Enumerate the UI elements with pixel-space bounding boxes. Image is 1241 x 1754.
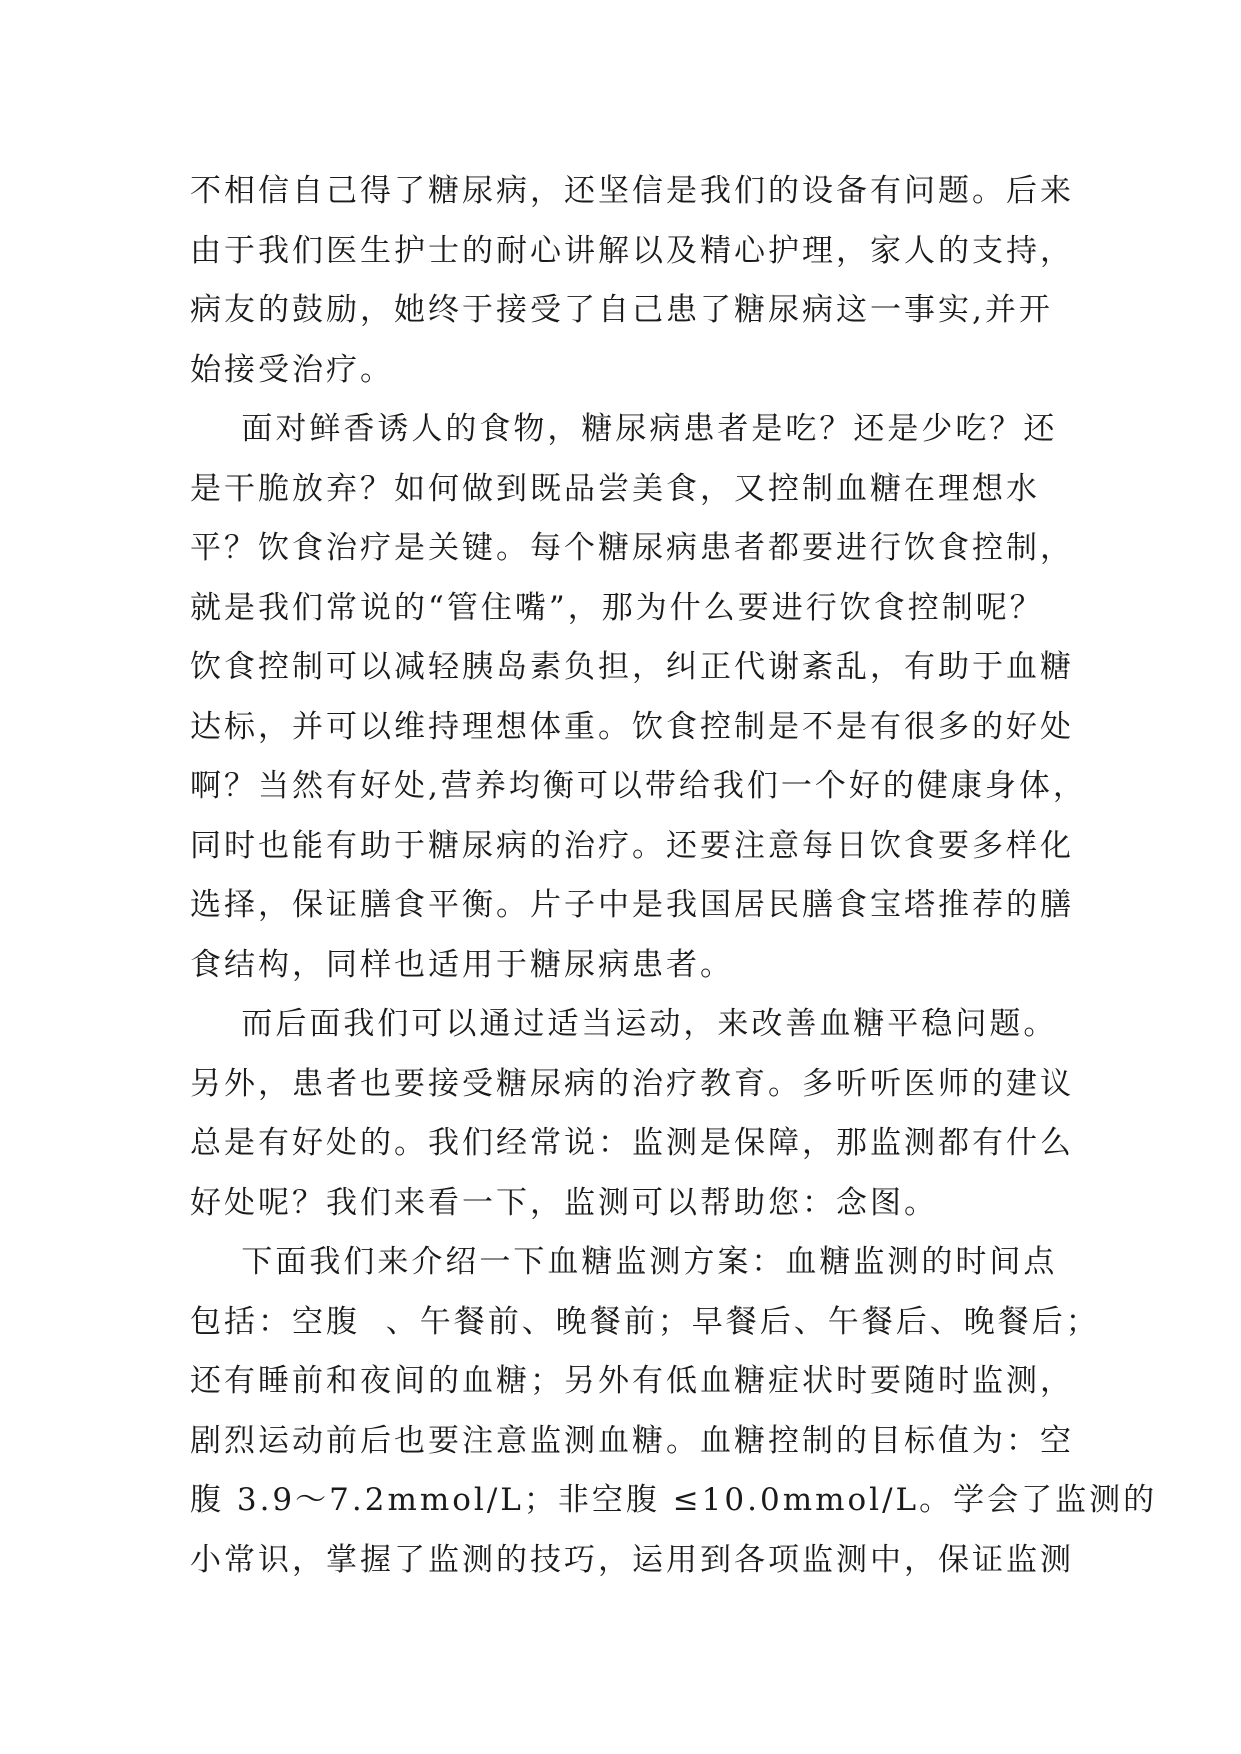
text-line: 总是有好处的。我们经常说：监测是保障，那监测都有什么 [190, 1125, 1074, 1161]
text-line: 达标，并可以维持理想体重。饮食控制是不是有很多的好处 [190, 708, 1074, 745]
text-line: 病友的鼓励，她终于接受了自己患了糖尿病这一事实,并开 [190, 292, 1053, 328]
text-line: 平？饮食治疗是关键。每个糖尿病患者都要进行饮食控制， [190, 530, 1074, 566]
text-line: 同时也能有助于糖尿病的治疗。还要注意每日饮食要多样化 [190, 827, 1074, 864]
text-line: 啊？当然有好处,营养均衡可以带给我们一个好的健康身体， [190, 768, 1087, 804]
text-line: 另外，患者也要接受糖尿病的治疗教育。多听听医师的建议 [190, 1065, 1074, 1102]
text-line: 下面我们来介绍一下血糖监测方案：血糖监测的时间点 [190, 1244, 1058, 1280]
text-line: 始接受治疗。 [190, 351, 394, 388]
text-line: 还有睡前和夜间的血糖；另外有低血糖症状时要随时监测， [190, 1363, 1074, 1399]
text-line: 腹 3.9～7.2mmol/L；非空腹 ≤10.0mmol/L。学会了监测的 [190, 1482, 1158, 1518]
text-line: 由于我们医生护士的耐心讲解以及精心护理，家人的支持， [190, 232, 1074, 269]
text-line: 小常识，掌握了监测的技巧，运用到各项监测中，保证监测 [190, 1541, 1074, 1578]
text-line: 是干脆放弃？如何做到既品尝美食，又控制血糖在理想水 [190, 470, 1040, 507]
text-line: 食结构，同样也适用于糖尿病患者。 [190, 946, 734, 983]
text-line: 剧烈运动前后也要注意监测血糖。血糖控制的目标值为：空 [190, 1422, 1074, 1459]
text-line: 好处呢？我们来看一下，监测可以帮助您：念图。 [190, 1184, 938, 1221]
text-line: 而后面我们可以通过适当运动，来改善血糖平稳问题。 [190, 1006, 1058, 1042]
text-line: 不相信自己得了糖尿病，还坚信是我们的设备有问题。后来 [190, 173, 1074, 209]
text-line: 选择，保证膳食平衡。片子中是我国居民膳食宝塔推荐的膳 [190, 887, 1074, 923]
text-line: 面对鲜香诱人的食物，糖尿病患者是吃？还是少吃？还 [190, 411, 1058, 447]
text-line: 就是我们常说的“管住嘴”，那为什么要进行饮食控制呢？ [190, 589, 1044, 626]
document-body [190, 162, 1158, 1590]
text-line: 包括：空腹 、午餐前、晚餐前；早餐后、午餐后、晚餐后； [190, 1303, 1100, 1340]
text-line: 饮食控制可以减轻胰岛素负担，纠正代谢紊乱，有助于血糖 [190, 649, 1074, 685]
